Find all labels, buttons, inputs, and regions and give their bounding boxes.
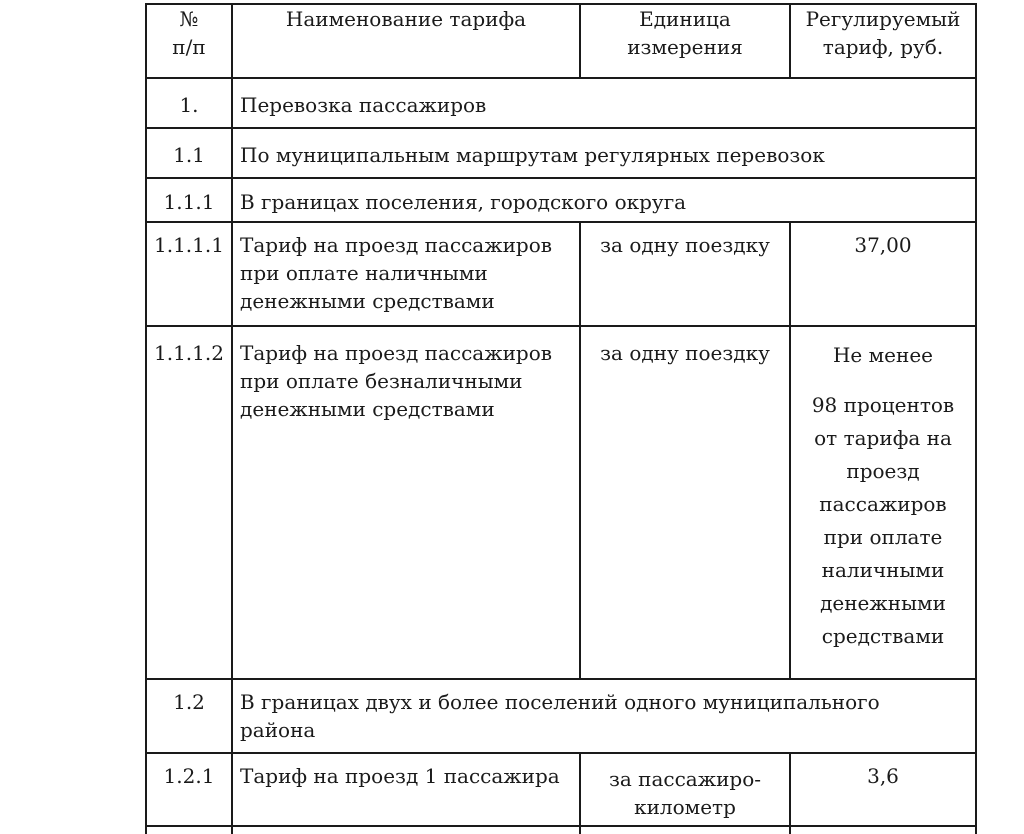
row-name-line: при оплате безналичными [240, 369, 523, 393]
row-number: 1. [146, 78, 232, 128]
header-unit-line-1: Единица [639, 7, 731, 31]
row-name: Тариф на проезд 1 пассажира [232, 753, 580, 826]
row-tariff-prefix: Не менее [832, 343, 934, 367]
row-tariff-line: проезд [846, 459, 920, 483]
row-name: В границах поселения, городского округа [232, 178, 976, 222]
row-name [232, 679, 976, 753]
row-name [232, 222, 580, 326]
cutoff-cell [790, 826, 976, 834]
header-tariff-line-2: тариф, руб. [822, 35, 944, 59]
tariff-table [145, 3, 977, 834]
cutoff-cell [232, 826, 580, 834]
header-tariff [790, 4, 976, 78]
row-number: 1.1.1.1 [146, 222, 232, 326]
row-tariff-line: при оплате [823, 525, 943, 549]
row-name-line: при оплате наличными [240, 261, 488, 285]
row-tariff-line: пассажиров [819, 492, 947, 516]
row-tariff-line: денежными [820, 591, 946, 615]
row-name-line: денежными средствами [240, 289, 495, 313]
header-name-text: Наименование тарифа [285, 7, 527, 31]
row-number: 1.1.1.2 [146, 326, 232, 679]
row-name-line: денежными средствами [240, 397, 495, 421]
row-tariff: 3,6 [790, 753, 976, 826]
row-number: 1.1 [146, 128, 232, 178]
header-number [146, 4, 232, 78]
cutoff-cell [580, 826, 790, 834]
table-row [146, 753, 976, 826]
row-name-line: района [240, 718, 316, 742]
row-name-line: В границах двух и более поселений одного муниципального [240, 690, 880, 714]
row-name-line: Тариф на проезд пассажиров [240, 233, 553, 257]
table-row [146, 679, 976, 753]
header-unit-line-2: измерения [627, 35, 743, 59]
header-number-line-1: № [179, 7, 199, 31]
row-number: 1.2.1 [146, 753, 232, 826]
table-row [146, 128, 976, 178]
table-row [146, 178, 976, 222]
row-name [232, 326, 580, 679]
row-name: По муниципальным маршрутам регулярных перевозок [232, 128, 976, 178]
row-tariff: 37,00 [790, 222, 976, 326]
cutoff-cell [146, 826, 232, 834]
table-row-cutoff [146, 826, 976, 834]
row-unit-line: километр [634, 795, 736, 819]
row-number: 1.1.1 [146, 178, 232, 222]
row-unit: за одну поездку [580, 222, 790, 326]
row-unit [580, 753, 790, 826]
table-row [146, 326, 976, 679]
row-name: Перевозка пассажиров [232, 78, 976, 128]
table-row [146, 222, 976, 326]
header-unit [580, 4, 790, 78]
header-number-line-2: п/п [172, 35, 206, 59]
row-unit-line: за пассажиро- [608, 767, 762, 791]
table-header-row [146, 4, 976, 78]
row-name-line: Тариф на проезд пассажиров [240, 341, 553, 365]
row-tariff [790, 326, 976, 679]
row-tariff-line: от тарифа на [814, 426, 952, 450]
header-name [232, 4, 580, 78]
row-tariff-line: 98 процентов [811, 393, 955, 417]
header-tariff-line-1: Регулируемый [805, 7, 961, 31]
row-tariff-line: наличными [821, 558, 945, 582]
table-row [146, 78, 976, 128]
row-number: 1.2 [146, 679, 232, 753]
row-tariff-line: средствами [821, 624, 945, 648]
row-unit: за одну поездку [580, 326, 790, 679]
